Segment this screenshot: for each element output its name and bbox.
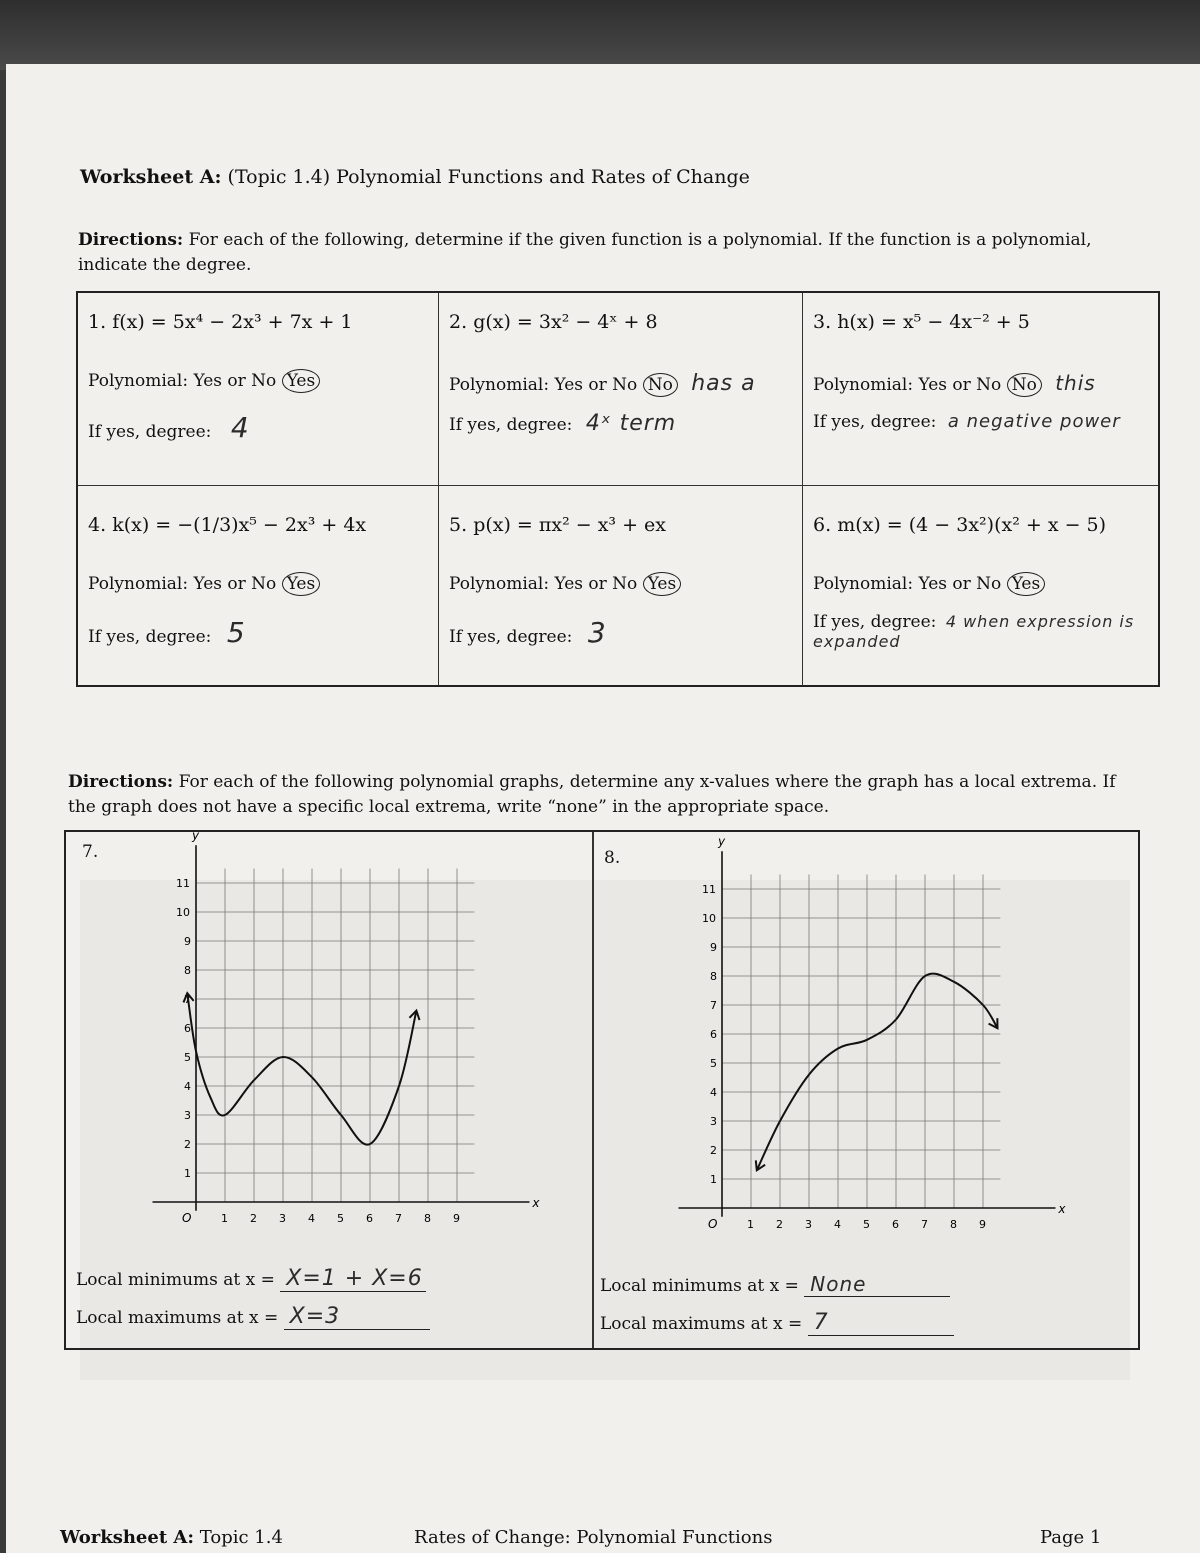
polynomial-choice: Polynomial: Yes or No Yes — [449, 574, 681, 594]
footer-page: Page 1 — [1040, 1527, 1102, 1548]
polynomial-choice: Polynomial: Yes or No Yes — [813, 574, 1045, 594]
y-tick-label: 4 — [184, 1080, 191, 1093]
y-tick-label: 5 — [184, 1051, 191, 1064]
x-tick-label: 5 — [337, 1212, 344, 1225]
y-tick-label: 4 — [710, 1086, 717, 1099]
directions-1: Directions: For each of the following, determine if the given function is a polynomial. If the function is a polynomial, indicate the degree. — [78, 230, 1092, 275]
y-tick-label: 7 — [184, 993, 191, 1006]
x-tick-label: 1 — [221, 1212, 228, 1225]
x-tick-label: 1 — [747, 1218, 754, 1231]
y-tick-label: 10 — [702, 912, 716, 925]
x-tick-label: 9 — [979, 1218, 986, 1231]
x-tick-label: 6 — [366, 1212, 373, 1225]
y-tick-label: 9 — [184, 935, 191, 948]
y-tick-label: 6 — [710, 1028, 717, 1041]
answer-circle: Yes — [643, 572, 682, 596]
graph-8-max-answer: 7 — [808, 1310, 954, 1336]
answer-circle: No — [1007, 373, 1042, 397]
x-tick-label: 4 — [308, 1212, 315, 1225]
problem-5: 5. p(x) = πx² − x³ + ex Polynomial: Yes or No Yes If yes, degree: 3 — [439, 486, 803, 685]
x-tick-label: 2 — [250, 1212, 257, 1225]
polynomial-choice: Polynomial: Yes or No No has a — [449, 371, 756, 396]
directions-2: Directions: For each of the following polynomial graphs, determine any x-values where the graph has a local extrema. If the graph does not have a specific local extrema, write “none” in the appropriate space. — [68, 772, 1116, 817]
graph-7-min-row: Local minimums at x = X=1 + X=6 — [76, 1266, 426, 1292]
problem-4: 4. k(x) = −(1/3)x⁵ − 2x³ + 4x Polynomial: Yes or No Yes If yes, degree: 5 — [78, 486, 439, 685]
x-axis-label: x — [532, 1196, 540, 1210]
polynomial-choice: Polynomial: Yes or No Yes — [88, 371, 320, 391]
y-tick-label: 8 — [710, 970, 717, 983]
graph-8 — [672, 834, 1092, 1248]
footer-left: Worksheet A: Topic 1.4 — [60, 1527, 283, 1548]
problem-2: 2. g(x) = 3x² − 4ˣ + 8 Polynomial: Yes or No No has a If yes, degree: 4ˣ term — [439, 293, 803, 486]
polynomial-choice: Polynomial: Yes or No No this — [813, 371, 1096, 395]
graph-7-max-answer: X=3 — [284, 1304, 430, 1330]
y-tick-label: 1 — [710, 1173, 717, 1186]
problem-7-number: 7. — [82, 842, 99, 862]
y-tick-label: 5 — [710, 1057, 717, 1070]
y-tick-label: 8 — [184, 964, 191, 977]
graph-8-min-answer: None — [804, 1272, 950, 1297]
x-tick-label: 7 — [921, 1218, 928, 1231]
origin-label: O — [182, 1211, 192, 1225]
x-tick-label: 8 — [950, 1218, 957, 1231]
graphs-divider — [592, 832, 594, 1348]
graph-7 — [146, 828, 566, 1242]
answer-circle: No — [643, 373, 678, 397]
y-tick-label: 1 — [184, 1167, 191, 1180]
page-title: Worksheet A: (Topic 1.4) Polynomial Functions and Rates of Change — [80, 166, 750, 188]
graph-8-min-row: Local minimums at x = None — [600, 1272, 950, 1297]
graph-7-min-answer: X=1 + X=6 — [280, 1266, 426, 1292]
x-tick-label: 6 — [892, 1218, 899, 1231]
graphs-box — [64, 830, 1140, 1350]
x-tick-label: 7 — [395, 1212, 402, 1225]
y-tick-label: 6 — [184, 1022, 191, 1035]
problem-8-number: 8. — [604, 848, 621, 868]
polynomial-curve — [187, 993, 416, 1144]
y-tick-label: 11 — [176, 877, 190, 890]
polynomial-table — [76, 291, 1160, 687]
y-tick-label: 10 — [176, 906, 190, 919]
footer-center: Rates of Change: Polynomial Functions — [414, 1527, 773, 1548]
answer-circle: Yes — [282, 572, 321, 596]
polynomial-curve — [757, 974, 998, 1171]
x-tick-label: 3 — [805, 1218, 812, 1231]
y-tick-label: 11 — [702, 883, 716, 896]
graph-8-max-row: Local maximums at x = 7 — [600, 1310, 954, 1336]
x-tick-label: 9 — [453, 1212, 460, 1225]
y-tick-label: 3 — [710, 1115, 717, 1128]
y-tick-label: 2 — [184, 1138, 191, 1151]
y-tick-label: 2 — [710, 1144, 717, 1157]
y-axis-label: y — [192, 828, 200, 843]
x-tick-label: 8 — [424, 1212, 431, 1225]
graph-7-max-row: Local maximums at x = X=3 — [76, 1304, 430, 1330]
polynomial-choice: Polynomial: Yes or No Yes — [88, 574, 320, 594]
y-axis-label: y — [718, 834, 726, 849]
x-tick-label: 4 — [834, 1218, 841, 1231]
problem-1: 1. f(x) = 5x⁴ − 2x³ + 7x + 1 Polynomial: Yes or No Yes If yes, degree: 4 — [78, 293, 439, 486]
problem-3: 3. h(x) = x⁵ − 4x⁻² + 5 Polynomial: Yes or No No this If yes, degree: a negative power — [803, 293, 1158, 486]
x-axis-label: x — [1058, 1202, 1066, 1216]
answer-circle: Yes — [282, 369, 321, 393]
y-tick-label: 7 — [710, 999, 717, 1012]
scan-background — [0, 0, 1200, 70]
y-tick-label: 3 — [184, 1109, 191, 1122]
x-tick-label: 3 — [279, 1212, 286, 1225]
origin-label: O — [708, 1217, 718, 1231]
x-tick-label: 5 — [863, 1218, 870, 1231]
y-tick-label: 9 — [710, 941, 717, 954]
x-tick-label: 2 — [776, 1218, 783, 1231]
answer-circle: Yes — [1007, 572, 1046, 596]
problem-6: 6. m(x) = (4 − 3x²)(x² + x − 5) Polynomial: Yes or No Yes If yes, degree: 4 when expression is expanded — [813, 514, 1135, 651]
